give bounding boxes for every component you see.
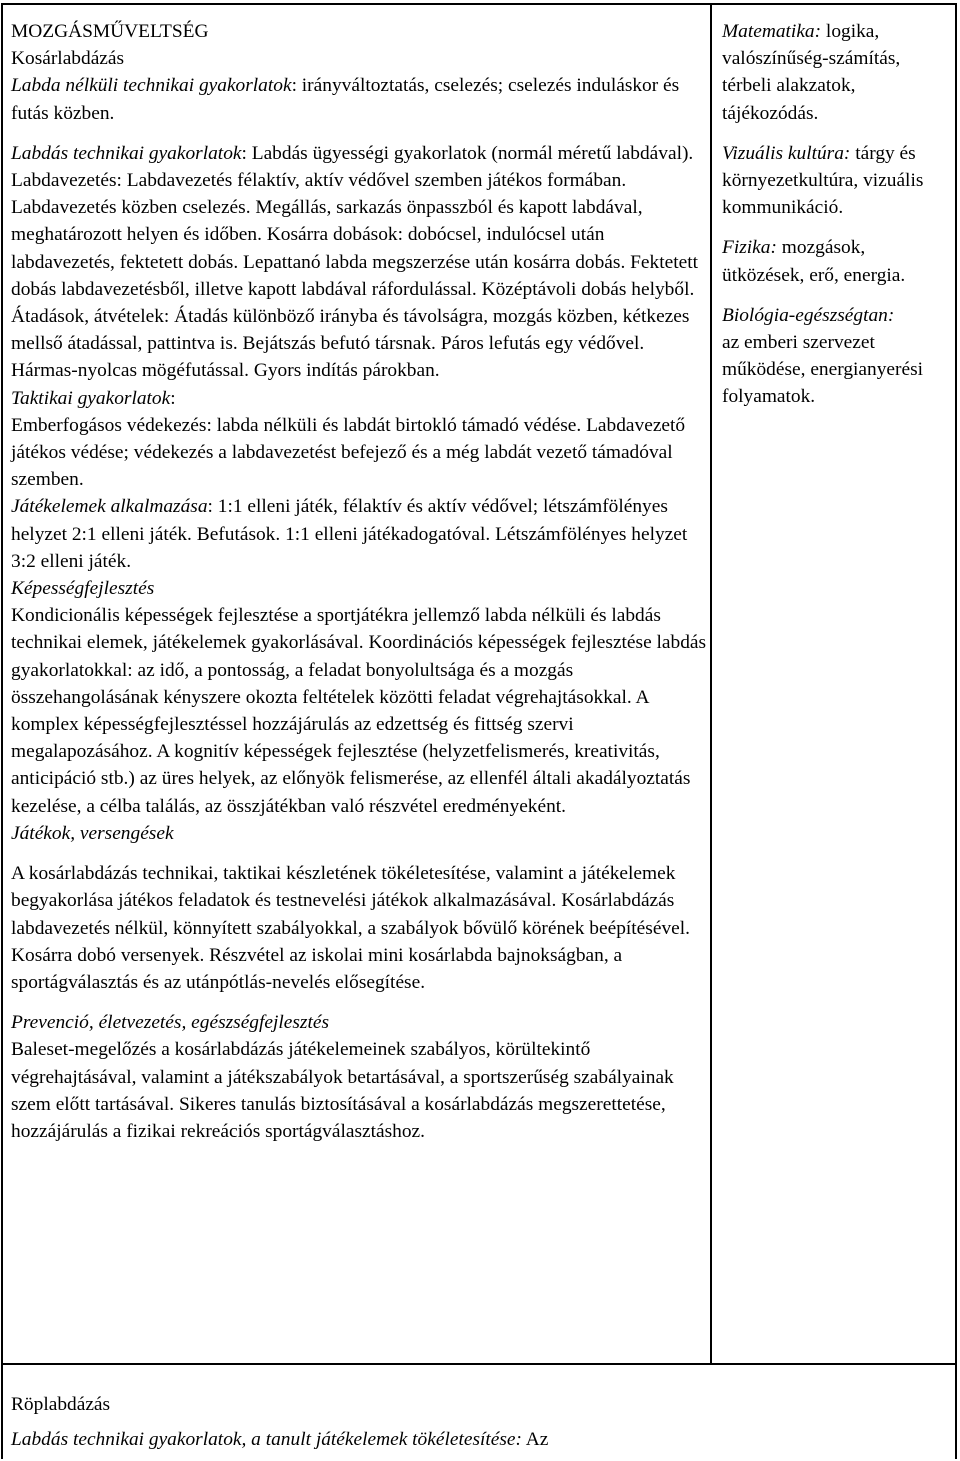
text: : — [170, 387, 176, 409]
volleyball-line — [11, 1426, 951, 1453]
sport-title: Kosárlabdázás — [11, 48, 125, 70]
label: Labda nélküli technikai gyakorlatok — [11, 75, 292, 97]
paragraph-games: A kosárlabdázás technikai, taktikai készletének tökéletesítése, valamint a játékelemek begyakorlása játékos feladatok és testnevelési játékok alkalmazásával. Kosárlabdázás labdavezetés nélkül, könnyített szabályokkal, a szabályok bővülő körének beépítésével. Kosárra dobó versenyek. Részvétel az iskolai mini kosárlabda bajnokságban, a sportágválasztás és az utánpótlás-nevelés elősegítése. — [11, 863, 690, 993]
text: tárgy és környezetkultúra, vizuális kommunikáció. — [722, 142, 924, 219]
link-biology-text: az emberi szervezet működése, energianyerési folyamatok. — [722, 332, 924, 408]
label: Fizika: — [722, 237, 777, 259]
label: Biológia-egészségtan: — [722, 304, 895, 326]
text: : 1:1 elleni játék, félaktív és aktív védővel; létszámfölényes helyzet 2:1 elleni játék. Befutások. 1:1 elleni játékadogatóval. Létszámfölényes helyzet 3:2 elleni játék. — [11, 496, 688, 572]
curriculum-table — [1, 3, 957, 1459]
row-divider — [1, 1363, 957, 1365]
link-visual-culture — [722, 140, 950, 222]
text: : irányváltoztatás, cselezés; cselezés induláskor és futás közben. — [11, 75, 680, 124]
games-heading: Játékok, versengések — [11, 822, 174, 844]
text: mozgások, ütközések, erő, energia. — [722, 237, 906, 286]
text: logika, valószínűség-számítás, térbeli alakzatok, tájékozódás. — [722, 21, 901, 124]
link-biology — [722, 302, 950, 329]
table-right-border — [955, 3, 957, 1459]
paragraph-skills: Kondicionális képességek fejlesztése a sportjátékra jellemző labda nélküli és labdás technikai elemek, játékelemek gyakorlásával. Koordinációs képességek fejlesztése labdás gyakorlatokkal: az idő, a pontosság, a feladat bonyolultsága és a mozgás összehangolásának kényszere okozta feltételek közötti feladat végrehajtásokkal. A komplex képességfejlesztéssel hozzájárulás az edzettség és fittség szervi megalapozásához. A kognitív képességek fejlesztése (helyzetfelismerés, kreativitás, anticipáció stb.) az üres helyek, az előnyök felismerése, az ellenfél általi akadályoztatás kezelése, a célba találás, az összjátékban való részvétel eredményeként. — [11, 605, 707, 817]
paragraph-tactics — [11, 385, 707, 412]
link-math — [722, 18, 950, 127]
label: Labdás technikai gyakorlatok, a tanult játékelemek tökéletesítése: — [11, 1429, 522, 1451]
paragraph-ball-technique — [11, 140, 707, 385]
text: : Labdás ügyességi gyakorlatok (normál méretű labdával). Labdavezetés: Labdavezetés félaktív, aktív védővel szemben játékos formában. Labdavezetés közben cselezés. Megállás, sarkazás önpasszból és kapott labdával, meghatározott helyen és időben. Kosárra dobások: dobócsel, indulócsel után labdavezetés, fektetett dobás. Lepattanó labda megszerzése után kosárra dobás. Fektetett dobás labdavezetésből, illetve kapott labdával ráfordulással. Középtávoli dobás helyből. Átadások, átvételek: Átadás különböző irányba és távolságra, mozgás közben, kétkezes mellső átadással, pattintva is. Bejátszás befutó társnak. Páros lefutás egy védővel. Hármas-nyolcas mögéfutással. Gyors indítás párokban. — [11, 142, 698, 382]
table-top-border — [1, 3, 957, 5]
paragraph-prevention: Baleset-megelőzés a kosárlabdázás játékelemeinek szabályos, körültekintő végrehajtásával, valamint a játékszabályok betartásával, a sportszerűség szabályainak szem előtt tartásával. Sikeres tanulás biztosításával a kosárlabdázás megszerettetése, hozzájárulás a fizikai rekreációs sportágválasztáshoz. — [11, 1039, 674, 1142]
label: Vizuális kultúra: — [722, 142, 851, 164]
connections-cell — [722, 18, 950, 411]
paragraph-no-ball-technique — [11, 72, 707, 126]
paragraph-game-elements — [11, 493, 707, 575]
skills-heading: Képességfejlesztés — [11, 578, 155, 600]
label: Labdás technikai gyakorlatok — [11, 142, 242, 164]
label: Taktikai gyakorlatok — [11, 387, 171, 409]
main-content-cell — [11, 18, 707, 1145]
table-left-border — [1, 3, 3, 1459]
paragraph-tactics-text: Emberfogásos védekezés: labda nélküli és labdát birtokló támadó védése. Labdavezető játékos védése; védekezés a labdavezetést befejező és a még labdát vezető támadóval szemben. — [11, 414, 686, 491]
section-heading: MOZGÁSMŰVELTSÉG — [11, 21, 209, 42]
text: Az — [522, 1429, 549, 1451]
label: Matematika: — [722, 21, 822, 42]
prevention-heading: Prevenció, életvezetés, egészségfejlesztés — [11, 1012, 330, 1034]
link-physics — [722, 234, 950, 288]
column-divider — [710, 3, 712, 1364]
volleyball-cell — [11, 1391, 951, 1453]
label: Játékelemek alkalmazása — [11, 496, 208, 518]
volleyball-title: Röplabdázás — [11, 1394, 111, 1415]
